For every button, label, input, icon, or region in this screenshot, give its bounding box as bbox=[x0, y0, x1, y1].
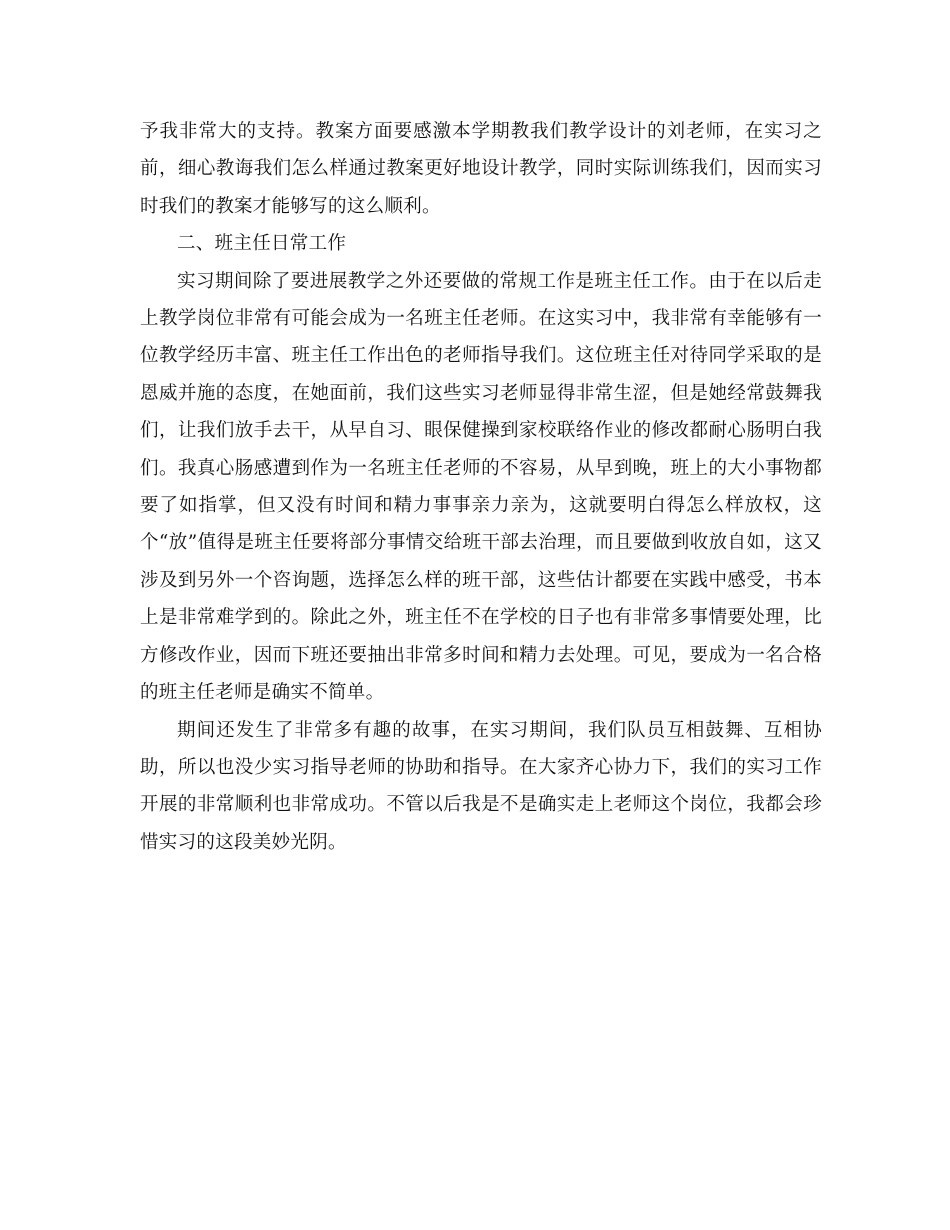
document-body bbox=[140, 113, 822, 861]
section-heading-class-teacher-work: 二、班主任日常工作 bbox=[177, 233, 347, 255]
paragraph-support-continuation: 予我非常大的支持。教案方面要感激本学期教我们教学设计的刘老师，在实习之前，细心教诲我们怎么样通过教案更好地设计教学，同时实际训练我们，因而实习时我们的教案才能够写的这么顺利。 bbox=[140, 121, 822, 217]
paragraph-internship-stories: 期间还发生了非常多有趣的故事，在实习期间，我们队员互相鼓舞、互相协助，所以也没少实习指导老师的协助和指导。在大家齐心协力下，我们的实习工作开展的非常顺利也非常成功。不管以后我是不是确实走上老师这个岗位，我都会珍惜实习的这段美妙光阴。 bbox=[140, 719, 822, 853]
paragraph-class-teacher-duties: 实习期间除了要进展教学之外还要做的常规工作是班主任工作。由于在以后走上教学岗位非常有可能会成为一名班主任老师。在这实习中，我非常有幸能够有一位教学经历丰富、班主任工作出色的老师指导我们。这位班主任对待同学采取的是恩威并施的态度，在她面前，我们这些实习老师显得非常生涩，但是她经常鼓舞我们，让我们放手去干，从早自习、眼保健操到家校联络作业的修改都耐心肠明白我们。我真心肠感遭到作为一名班主任老师的不容易，从早到晚，班上的大小事物都要了如指掌，但又没有时间和精力事事亲力亲为，这就要明白得怎么样放权，这个“放”值得是班主任要将部分事情交给班干部去治理，而且要做到收放自如，这又涉及到另外一个咨询题，选择怎么样的班干部，这些估计都要在实践中感受，书本上是非常难学到的。除此之外，班主任不在学校的日子也有非常多事情要处理，比方修改作业，因而下班还要抽出非常多时间和精力去处理。可见，要成为一名合格的班主任老师是确实不简单。 bbox=[140, 270, 822, 704]
